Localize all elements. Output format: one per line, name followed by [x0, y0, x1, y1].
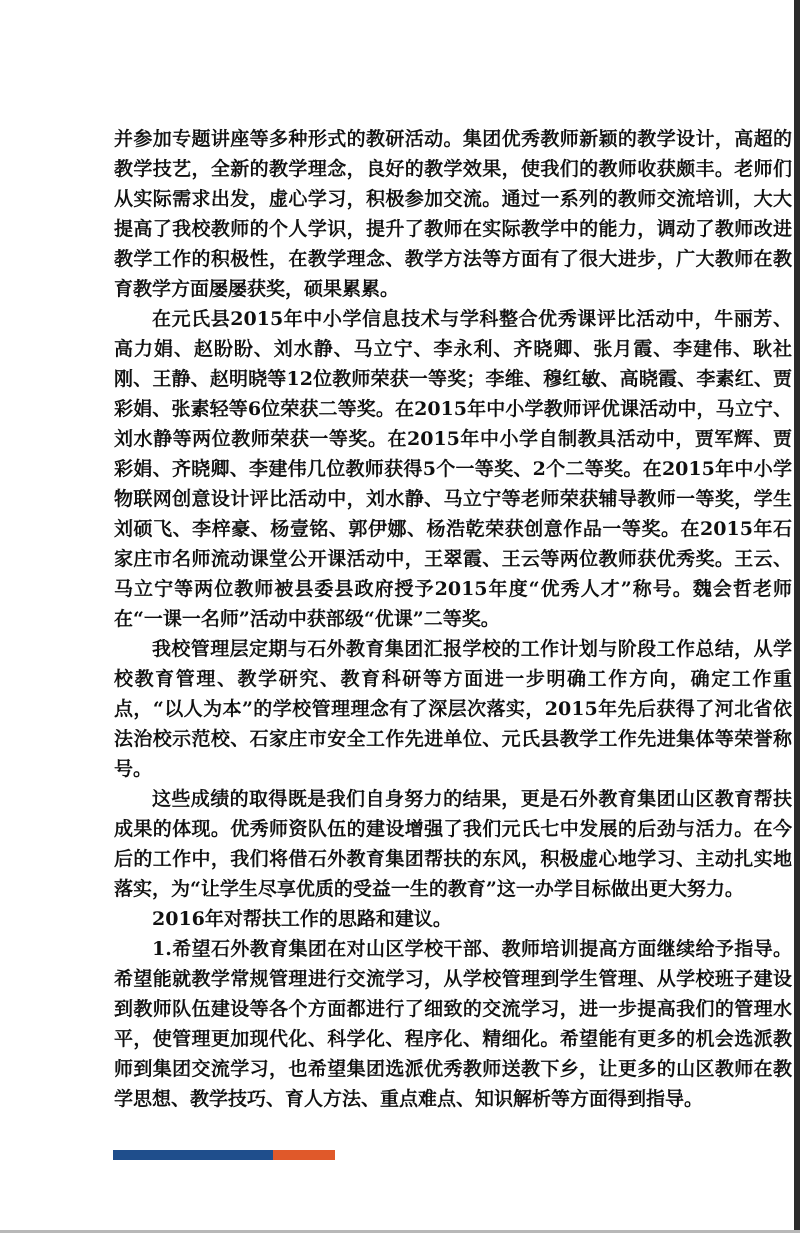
paragraph-4: 这些成绩的取得既是我们自身努力的结果，更是石外教育集团山区教育帮扶成果的体现。优秀师资队伍的建设增强了我们元氏七中发展的后劲与活力。在今后的工作中，我们将借石外教育集团帮扶的东风，积极虚心地学习、主动扎实地落实，为“让学生尽享优质的受益一生的教育”这一办学目标做出更大努力。 — [114, 788, 792, 900]
paragraph-2: 在元氏县2015年中小学信息技术与学科整合优秀课评比活动中，牛丽芳、高力娟、赵盼盼、刘水静、马立宁、李永利、齐晓卿、张月霞、李建伟、耿社刚、王静、赵明晓等12位教师荣获一等奖；李维、穆红敏、高晓霞、李素红、贾彩娟、张素轻等6位荣获二等奖。在2015年中小学教师评优课活动中，马立宁、刘水静等两位教师荣获一等奖。在2015年中小学自制教具活动中，贾军辉、贾彩娟、齐晓卿、李建伟几位教师获得5个一等奖、2个二等奖。在2015年中小学物联网创意设计评比活动中，刘水静、马立宁等老师荣获辅导教师一等奖，学生刘硕飞、李梓豪、杨壹铭、郭伊娜、杨浩乾荣获创意作品一等奖。在2015年石家庄市名师流动课堂公开课活动中，王翠霞、王云等两位教师获优秀奖。王云、马立宁等两位教师被县委县政府授予2015年度“优秀人才”称号。魏会哲老师在“一课一名师”活动中获部级“优课”二等奖。 — [114, 308, 792, 630]
paragraph-5: 2016年对帮扶工作的思路和建议。 — [152, 908, 452, 930]
page-edge-right — [794, 0, 800, 1233]
footer-bar-orange — [273, 1150, 335, 1160]
paragraph-6: 1.希望石外教育集团在对山区学校干部、教师培训提高方面继续给予指导。希望能就教学常规管理进行交流学习，从学校管理到学生管理、从学校班子建设到教师队伍建设等各个方面都进行了细致的交流学习，进一步提高我们的管理水平，使管理更加现代化、科学化、程序化、精细化。希望能有更多的机会选派教师到集团交流学习，也希望集团选派优秀教师送教下乡，让更多的山区教师在教学思想、教学技巧、育人方法、重点难点、知识解析等方面得到指导。 — [114, 938, 792, 1110]
paragraph-1: 并参加专题讲座等多种形式的教研活动。集团优秀教师新颖的教学设计，高超的教学技艺，全新的教学理念，良好的教学效果，使我们的教师收获颇丰。老师们从实际需求出发，虚心学习，积极参加交流。通过一系列的教师交流培训，大大提高了我校教师的个人学识，提升了教师在实际教学中的能力，调动了教师改进教学工作的积极性，在教学理念、教学方法等方面有了很大进步，广大教师在教育教学方面屡屡获奖，硕果累累。 — [114, 128, 792, 300]
footer-decoration-bar — [113, 1150, 335, 1160]
paragraph-3: 我校管理层定期与石外教育集团汇报学校的工作计划与阶段工作总结，从学校教育管理、教学研究、教育科研等方面进一步明确工作方向，确定工作重点，“以人为本”的学校管理理念有了深层次落实，2015年先后获得了河北省依法治校示范校、石家庄市安全工作先进单位、元氏县教学工作先进集体等荣誉称号。 — [114, 638, 792, 780]
footer-bar-blue — [113, 1150, 273, 1160]
body-text — [114, 124, 792, 1114]
